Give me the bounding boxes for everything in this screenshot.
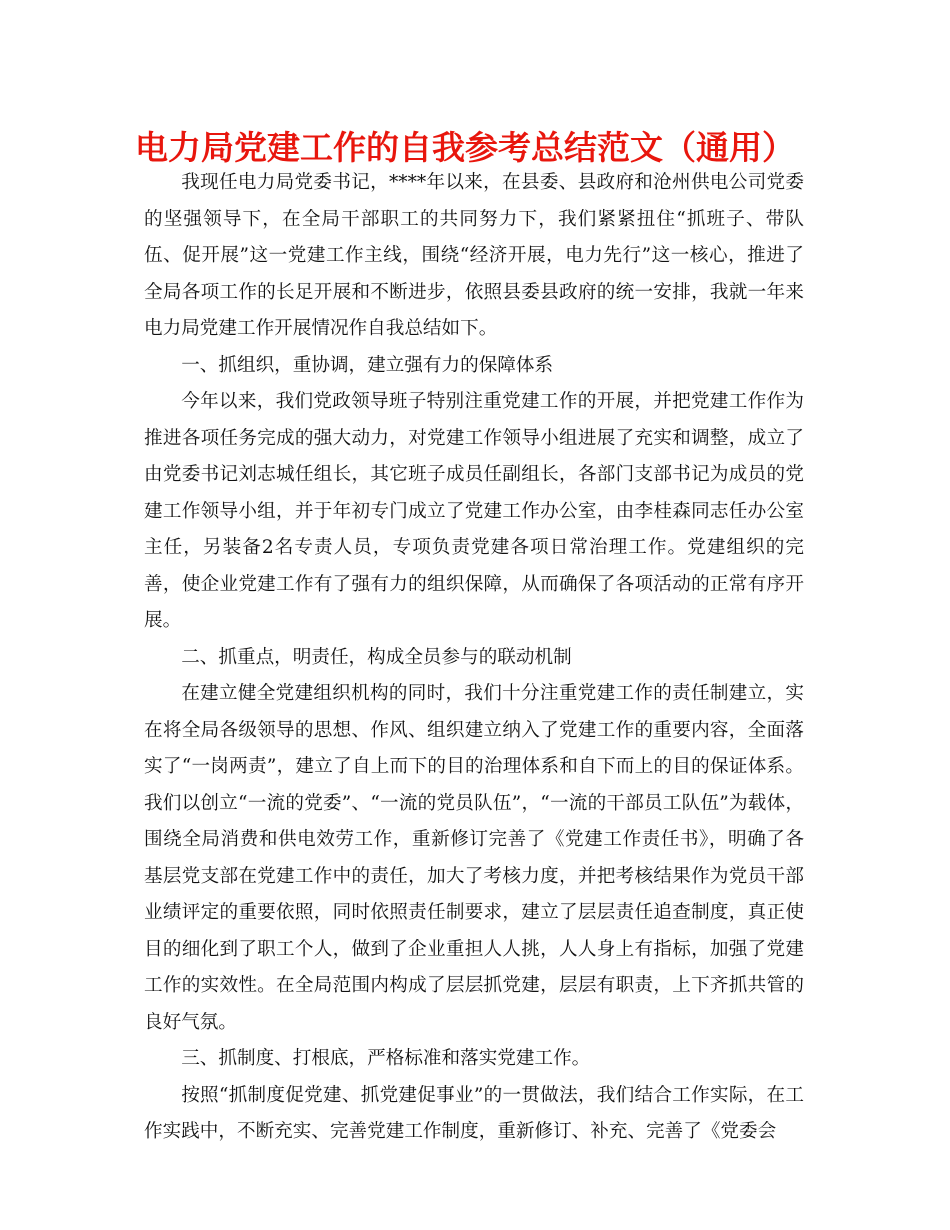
paragraph-section-3: 按照“抓制度促党建、抓党建促事业”的一贯做法，我们结合工作实际，在工作实践中，不断充实、完善党建工作制度，重新修订、补充、完善了《党委会 [144, 1084, 804, 1142]
paragraph-intro: 我现任电力局党委书记，****年以来，在县委、县政府和沧州供电公司党委的坚强领导下，在全局干部职工的共同努力下，我们紧紧扭住“抓班子、带队伍、促开展”这一党建工作主线，围绕“经济开展，电力先行”这一核心，推进了全局各项工作的长足开展和不断进步，依照县委县政府的统一安排，我就一年来电力局党建工作开展情况作自我总结如下。 [144, 172, 804, 339]
section-heading-3: 三、抓制度、打根底，严格标准和落实党建工作。 [181, 1048, 591, 1069]
section-heading-1: 一、抓组织，重协调，建立强有力的保障体系 [181, 354, 554, 376]
paragraph-section-1: 今年以来，我们党政领导班子特别注重党建工作的开展，并把党建工作作为推进各项任务完成的强大动力，对党建工作领导小组进展了充实和调整，成立了由党委书记刘志城任组长，其它班子成员任副组长，各部门支部书记为成员的党建工作领导小组，并于年初专门成立了党建工作办公室，由李桂森同志任办公室主任，另装备2名专责人员，专项负责党建各项日常治理工作。党建组织的完善，使企业党建工作有了强有力的组织保障，从而确保了各项活动的正常有序开展。 [144, 391, 804, 631]
paragraph-section-2: 在建立健全党建组织机构的同时，我们十分注重党建工作的责任制建立，实在将全局各级领导的思想、作风、组织建立纳入了党建工作的重要内容，全面落实了“一岗两责”，建立了自上而下的目的治理体系和自下而上的目的保证体系。我们以创立“一流的党委”、“一流的党员队伍”，“一流的干部员工队伍”为载体，围绕全局消费和供电效劳工作，重新修订完善了《党建工作责任书》，明确了各基层党支部在党建工作中的责任，加大了考核力度，并把考核结果作为党员干部业绩评定的重要依照，同时依照责任制要求，建立了层层责任追查制度，真正使目的细化到了职工个人，做到了企业重担人人挑，人人身上有指标，加强了党建工作的实效性。在全局范围内构成了层层抓党建，层层有职责，上下齐抓共管的良好气氛。 [144, 683, 804, 1033]
section-heading-2: 二、抓重点，明责任，构成全员参与的联动机制 [181, 646, 572, 668]
document-title: 电力局党建工作的自我参考总结范文（通用） [135, 128, 795, 167]
document-body [144, 165, 804, 1151]
